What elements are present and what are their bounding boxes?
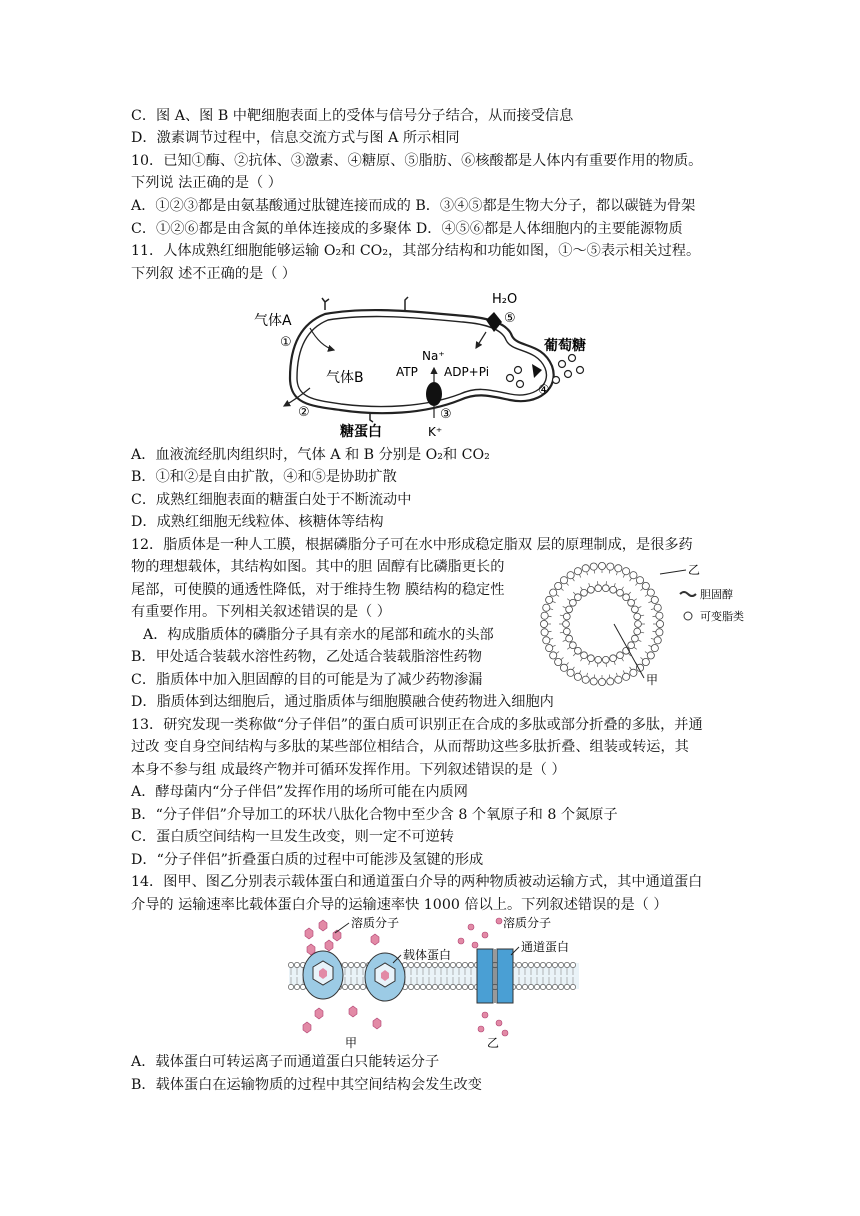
q10-options-cd: C．①②⑥都是由含氮的单体连接成的多聚体 D．④⑤⑥都是人体细胞内的主要能源物质 xyxy=(131,221,683,237)
solute-label-a: 溶质分子 xyxy=(351,916,400,930)
legend-phospholipid: 可变脂类 xyxy=(700,610,744,623)
q11-option-b: B．①和②是自由扩散，④和⑤是协助扩散 xyxy=(131,469,397,485)
q11-option-d: D．成熟红细胞无线粒体、核糖体等结构 xyxy=(131,514,384,530)
q12-option-b: B．甲处适合装载水溶性药物，乙处适合装载脂溶性药物 xyxy=(131,649,482,665)
phospholipid-icon xyxy=(684,612,692,620)
q12-stem-2: 物的理想载体，其结构如图。其中的胆 固醇有比磷脂更长的 xyxy=(131,559,505,575)
legend-cholesterol: 胆固醇 xyxy=(700,588,733,601)
rbc-figure xyxy=(250,288,590,440)
aquaporin-protein xyxy=(486,312,502,332)
q12-stem: 12．脂质体是一种人工膜，根据磷脂分子可在水中形成稳定脂双 层的原理制成，是很多药 xyxy=(131,537,693,553)
gas-a-label: 气体A xyxy=(254,313,292,329)
option-c: C．图 A、图 B 中靶细胞表面上的受体与信号分子结合，从而接受信息 xyxy=(131,108,574,124)
atp-label: ATP xyxy=(396,365,418,379)
q13-option-b: B．“分子伴侣”介导加工的环状八肽化合物中至少含 8 个氧原子和 8 个氮原子 xyxy=(131,807,618,823)
q12-stem-4: 有重要作用。下列相关叙述错误的是（ ） xyxy=(131,604,391,620)
q13-option-c: C．蛋白质空间结构一旦发生改变，则一定不可逆转 xyxy=(131,829,454,845)
q11-stem-2: 下列叙 述不正确的是（ ） xyxy=(131,266,297,282)
q13-stem: 13．研究发现一类称做“分子伴侣”的蛋白质可识别正在合成的多肽或部分折叠的多肽，并通 xyxy=(131,717,703,733)
channel-label: 通道蛋白 xyxy=(521,940,570,954)
num-1: ① xyxy=(280,335,292,350)
yi-label: 乙 xyxy=(688,563,701,577)
carrier-label: 载体蛋白 xyxy=(403,948,452,962)
q11-option-a: A．血液流经肌肉组织时，气体 A 和 B 分别是 O₂和 CO₂ xyxy=(131,447,490,463)
q11-stem: 11．人体成熟红细胞能够运输 O₂和 CO₂，其部分结构和功能如图，①～⑤表示相关过程。 xyxy=(131,243,701,259)
q13-stem-3: 本身不参与组 成最终产物并可循环发挥作用。下列叙述错误的是（ ） xyxy=(131,762,566,778)
q14-stem: 14．图甲、图乙分别表示载体蛋白和通道蛋白介导的两种物质被动运输方式，其中通道蛋白 xyxy=(131,874,703,890)
na-label: Na⁺ xyxy=(422,349,445,363)
num-2: ② xyxy=(298,405,310,420)
carrier-protein-1 xyxy=(303,951,343,999)
yi-label-14: 乙 xyxy=(487,1036,500,1050)
carrier-protein-2 xyxy=(365,953,405,1001)
gas-b-label: 气体B xyxy=(326,370,364,386)
k-label: K⁺ xyxy=(428,425,443,439)
cholesterol-icon xyxy=(680,592,696,596)
q10-stem: 10．已知①酶、②抗体、③激素、④糖原、⑤脂肪、⑥核酸都是人体内有重要作用的物质。 xyxy=(131,153,703,169)
option-d: D．激素调节过程中，信息交流方式与图 A 所示相同 xyxy=(131,130,460,146)
jia-label-14: 甲 xyxy=(345,1036,358,1050)
h2o-label: H₂O xyxy=(492,292,518,307)
q12-stem-3: 尾部，可使膜的通透性降低，对于维持生物 膜结构的稳定性 xyxy=(131,582,505,598)
q14-option-b: B．载体蛋白在运输物质的过程中其空间结构会发生改变 xyxy=(131,1077,482,1093)
num-5: ⑤ xyxy=(504,311,516,326)
q14-option-a: A．载体蛋白可转运离子而通道蛋白只能转运分子 xyxy=(131,1054,440,1070)
q10-options-ab: A．①②③都是由氨基酸通过肽键连接而成的 B．③④⑤都是生物大分子，都以碳链为骨架 xyxy=(131,198,696,214)
glycoprotein-label: 糖蛋白 xyxy=(340,424,382,440)
adp-label: ADP+Pi xyxy=(444,365,490,379)
q13-stem-2: 过改 变自身空间结构与多肽的某些部位相结合，从而帮助这些多肽折叠、组装或转运，其 xyxy=(131,739,689,755)
liposome-figure xyxy=(540,560,750,690)
q12-option-c: C．脂质体中加入胆固醇的目的可能是为了减少药物渗漏 xyxy=(131,672,483,688)
pump-protein xyxy=(426,382,442,406)
q10-stem-2: 下列说 法正确的是（ ） xyxy=(131,175,282,191)
num-4: ④ xyxy=(538,383,550,398)
glucose-carrier xyxy=(532,364,542,378)
glucose-label: 葡萄糖 xyxy=(544,338,586,354)
liposome xyxy=(540,562,663,685)
q12-option-d: D．脂质体到达细胞后，通过脂质体与细胞膜融合使药物进入细胞内 xyxy=(131,694,554,710)
channel-protein xyxy=(477,949,513,1003)
q12-option-a: A．构成脂质体的磷脂分子具有亲水的尾部和疏水的头部 xyxy=(143,627,494,643)
q11-option-c: C．成熟红细胞表面的糖蛋白处于不断流动中 xyxy=(131,492,412,508)
q13-option-d: D．“分子伴侣”折叠蛋白质的过程中可能涉及氢键的形成 xyxy=(131,852,484,868)
q14-stem-2: 介导的 运输速率比载体蛋白介导的运输速率快 1000 倍以上。下列叙述错误的是（ ） xyxy=(131,897,668,913)
jia-label: 甲 xyxy=(646,673,659,687)
transport-figure xyxy=(285,915,585,1050)
num-3: ③ xyxy=(440,407,452,422)
solute-label-b: 溶质分子 xyxy=(503,916,552,930)
q13-option-a: A．酵母菌内“分子伴侣”发挥作用的场所可能在内质网 xyxy=(131,784,468,800)
